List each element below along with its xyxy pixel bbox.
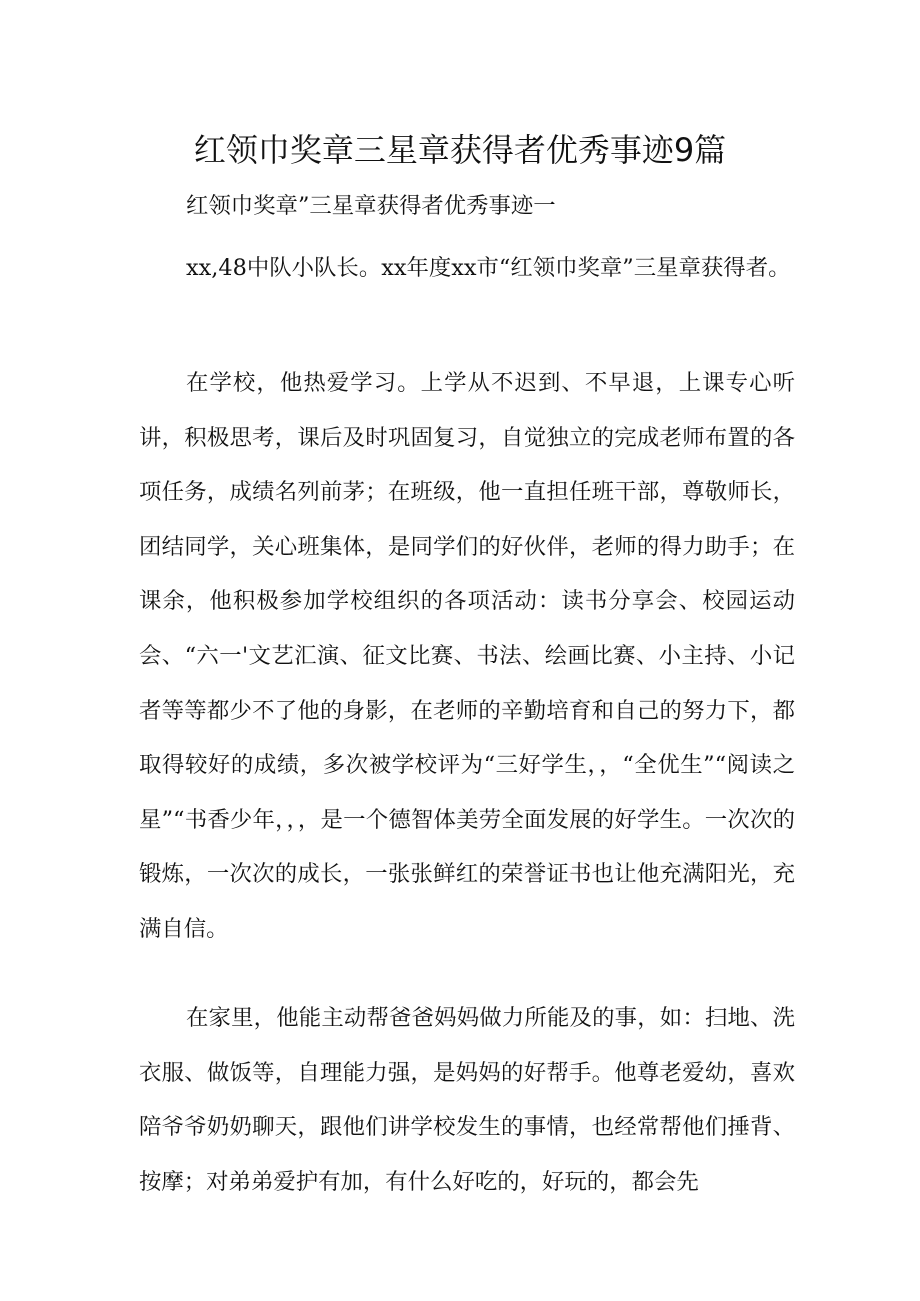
section-subtitle: 红领巾奖章”三星章获得者优秀事迹一 <box>186 193 556 219</box>
paragraph-intro: xx,48中队小队长。xx年度xx市“红领巾奖章”三星章获得者。 <box>186 255 791 281</box>
paragraph-school: 在学校，他热爱学习。上学从不迟到、不早退，上课专心听讲，积极思考，课后及时巩固复习，自觉独立的完成老师布置的各项任务，成绩名列前茅；在班级，他一直担任班干部，尊敬师长，团结同学，关心班集体，是同学们的好伙伴，老师的得力助手；在课余，他积极参加学校组织的各项活动：读书分享会、校园运动会、“六一'文艺汇演、征文比赛、书法、绘画比赛、小主持、小记者等等都少不了他的身影，在老师的辛勤培育和自己的努力下，都取得较好的成绩，多次被学校评为“三好学生，，“全优生”“阅读之星”“书香少年，，，是一个德智体美劳全面发展的好学生。一次次的锻炼，一次次的成长，一张张鲜红的荣誉证书也让他充满阳光，充满自信。 <box>139 370 795 942</box>
document-title: 红领巾奖章三星章获得者优秀事迹9篇 <box>193 131 727 169</box>
paragraph-home: 在家里，他能主动帮爸爸妈妈做力所能及的事，如：扫地、洗衣服、做饭等，自理能力强，是妈妈的好帮手。他尊老爱幼，喜欢陪爷爷奶奶聊天，跟他们讲学校发生的事情，也经常帮他们捶背、按摩；对弟弟爱护有加，有什么好吃的，好玩的，都会先 <box>139 1005 795 1195</box>
